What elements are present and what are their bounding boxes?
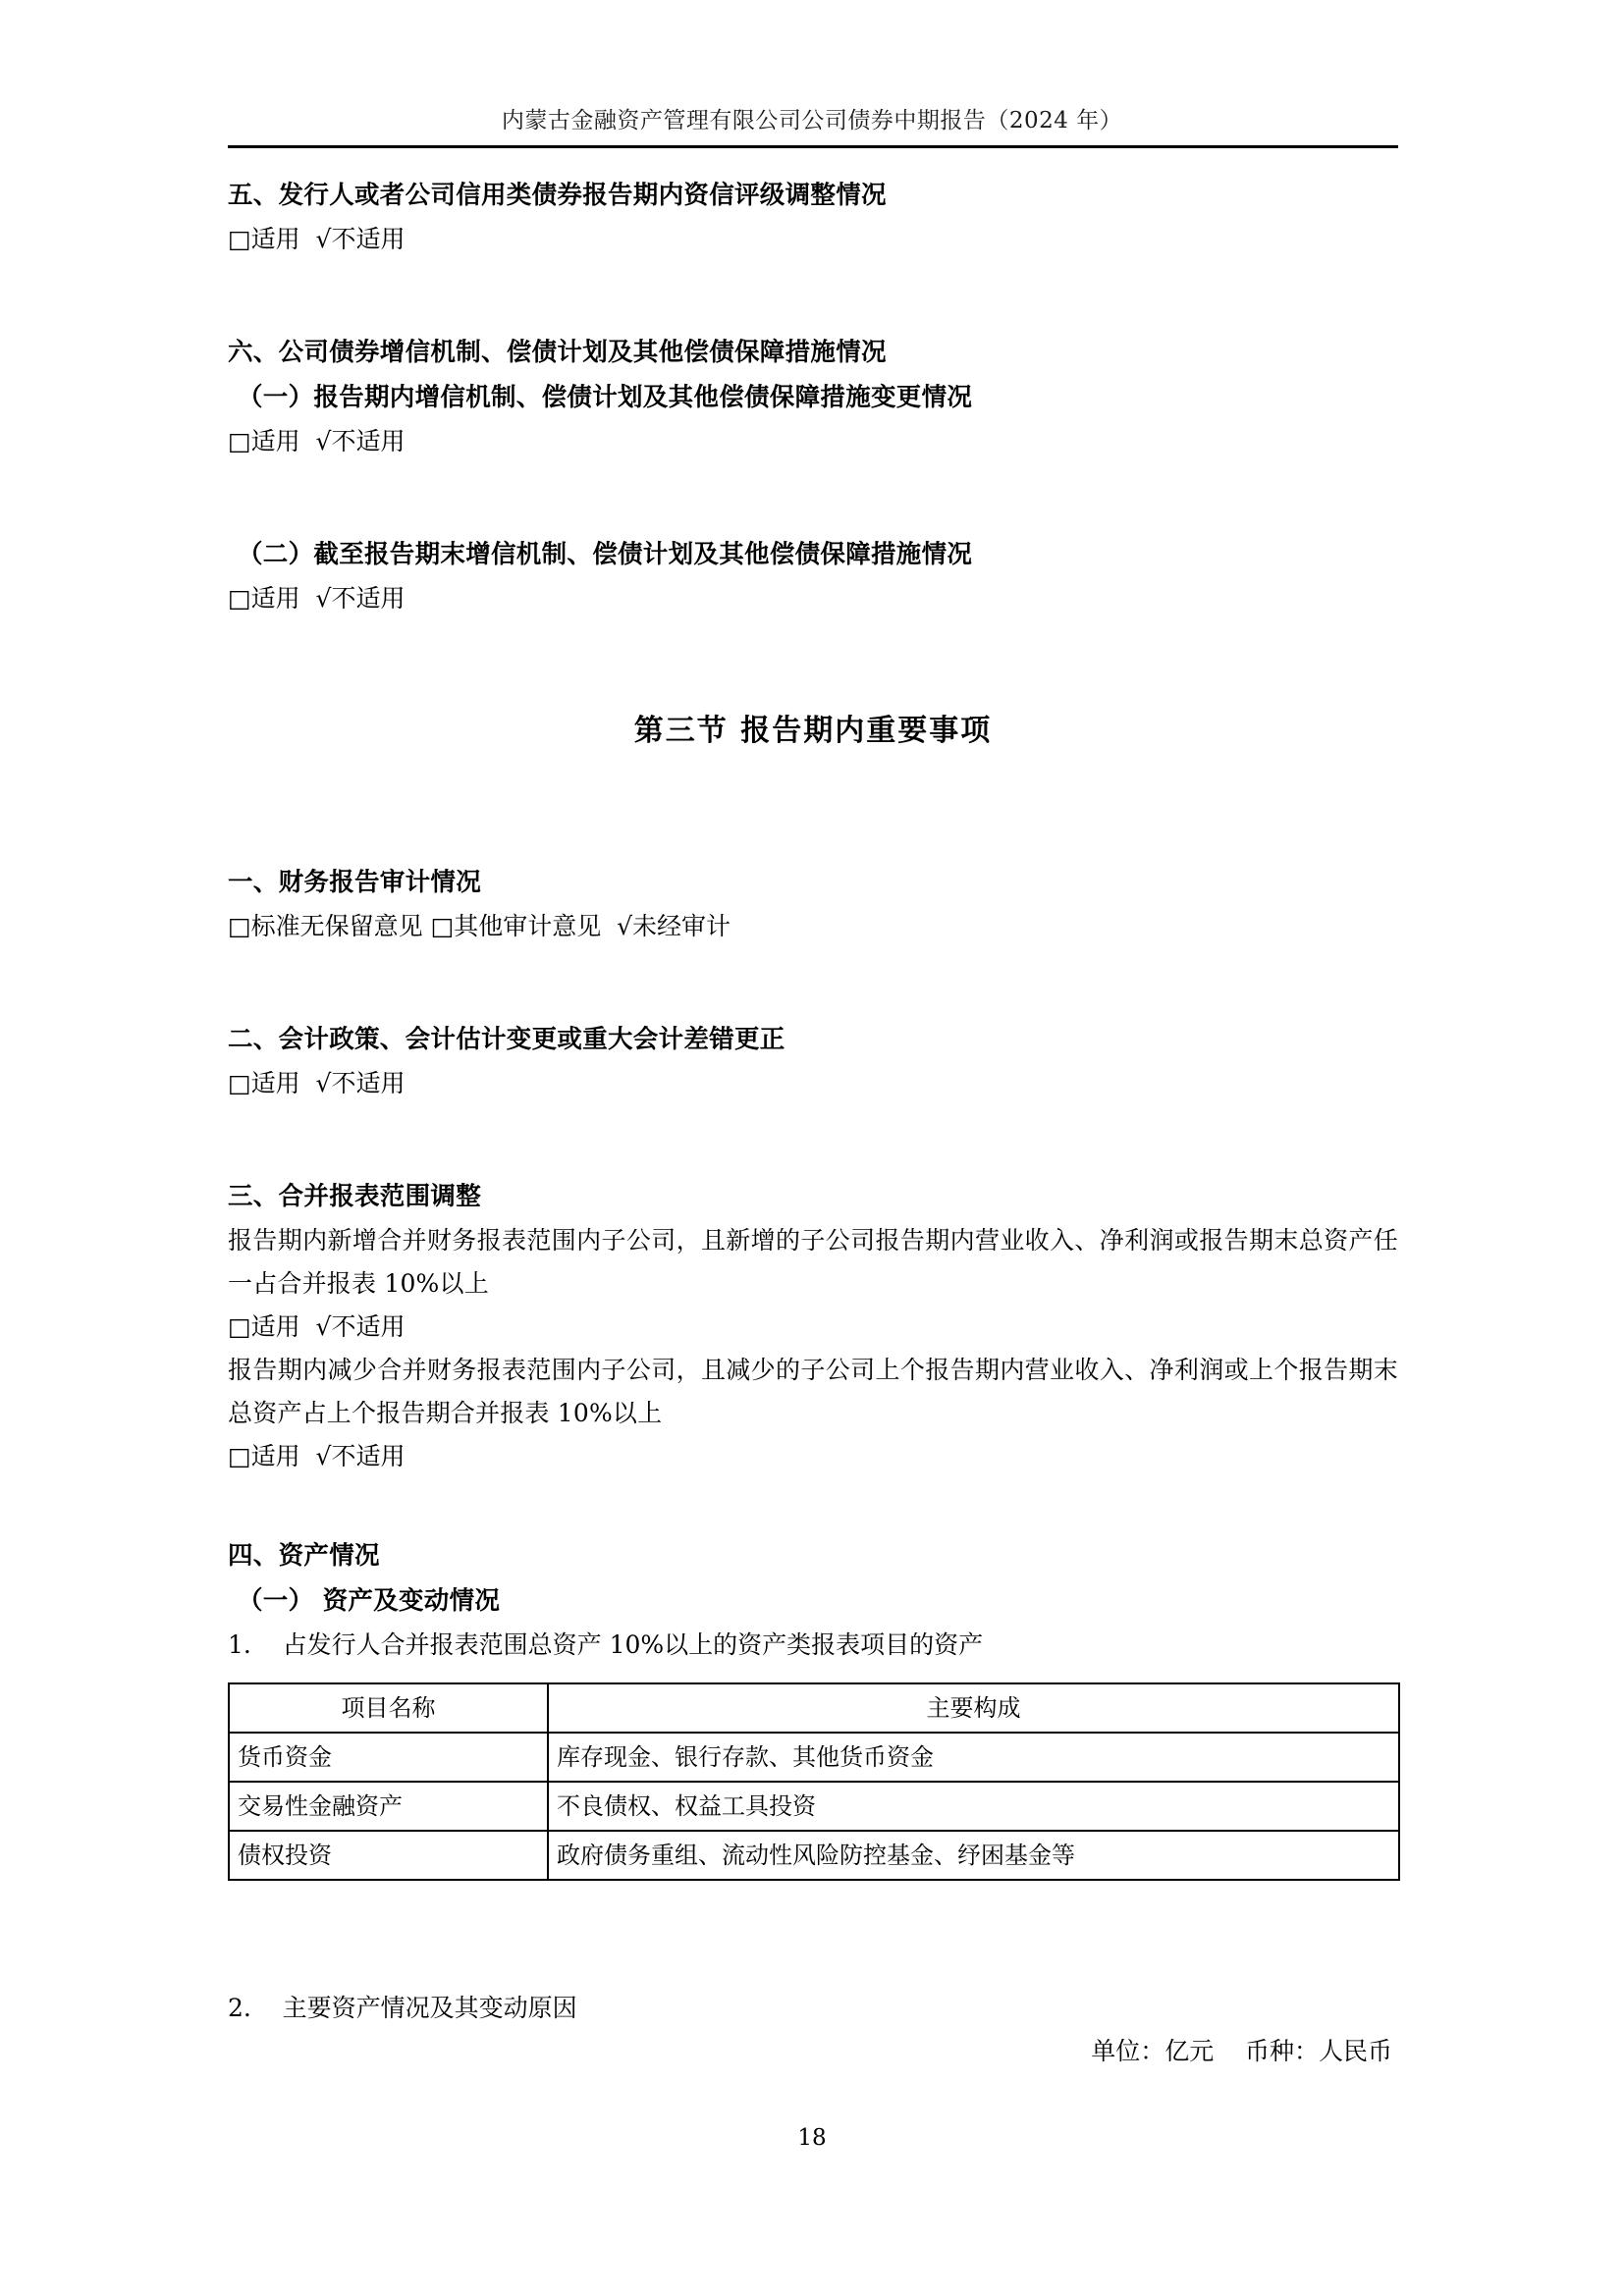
spacer: [228, 1105, 1398, 1174]
table-row: [229, 1831, 1399, 1880]
column-header-main-composition: 主要构成: [548, 1683, 1399, 1733]
table-header-row: [229, 1683, 1399, 1733]
spacer: [228, 620, 1398, 709]
heading-section-six-two: （二）截至报告期末增信机制、偿债计划及其他偿债保障措施情况: [238, 540, 973, 569]
cell-main-composition: 不良债权、权益工具投资: [548, 1782, 1399, 1831]
header-title: 内蒙古金融资产管理有限公司公司债券中期报告（2024 年）: [501, 108, 1123, 133]
list-item-assets-over-ten-percent: 1. 占发行人合并报表范围总资产 10%以上的资产类报表项目的资产: [228, 1630, 984, 1659]
cell-item-name: 交易性金融资产: [229, 1782, 548, 1831]
table-row: [229, 1782, 1399, 1831]
spacer: [228, 261, 1398, 330]
part-three-title: 第三节 报告期内重要事项: [633, 714, 993, 748]
options-item-two: □适用 √不适用: [228, 1069, 406, 1097]
cell-item-name: 货币资金: [229, 1733, 548, 1782]
heading-section-five: 五、发行人或者公司信用类债券报告期内资信评级调整情况: [228, 181, 887, 210]
page-footer: [0, 2125, 1624, 2151]
cell-main-composition: 库存现金、银行存款、其他货币资金: [548, 1733, 1399, 1782]
options-consolidation-added: □适用 √不适用: [228, 1312, 406, 1341]
heading-item-four: 四、资产情况: [228, 1541, 380, 1571]
cell-main-composition: 政府债务重组、流动性风险防控基金、纾困基金等: [548, 1831, 1399, 1880]
heading-item-three: 三、合并报表范围调整: [228, 1182, 482, 1211]
header-divider: [228, 145, 1398, 148]
column-header-item-name: 项目名称: [229, 1683, 548, 1733]
options-section-six-one: □适用 √不适用: [228, 427, 406, 455]
spacer: [228, 948, 1398, 1017]
options-consolidation-reduced: □适用 √不适用: [228, 1442, 406, 1470]
heading-item-four-one: （一） 资产及变动情况: [238, 1586, 501, 1616]
asset-composition-table: [228, 1682, 1400, 1881]
heading-section-six: 六、公司债券增信机制、偿债计划及其他偿债保障措施情况: [228, 338, 887, 367]
spacer: [228, 463, 1398, 532]
options-section-five: □适用 √不适用: [228, 225, 406, 253]
heading-item-one: 一、财务报告审计情况: [228, 868, 482, 897]
spacer: [228, 1667, 1398, 1682]
table-row: [229, 1733, 1399, 1782]
cell-item-name: 债权投资: [229, 1831, 548, 1880]
unit-currency-note: 单位：亿元 币种：人民币: [1091, 2037, 1392, 2065]
spacer: [228, 1478, 1398, 1533]
page-number: 18: [797, 2125, 827, 2151]
spacer: [228, 754, 1398, 860]
document-body: [228, 173, 1398, 2073]
spacer: [228, 1881, 1398, 1987]
list-item-major-assets: 2. 主要资产情况及其变动原因: [228, 1994, 577, 2022]
options-item-one: □标准无保留意见 □其他审计意见 √未经审计: [228, 912, 731, 940]
heading-section-six-one: （一）报告期内增信机制、偿债计划及其他偿债保障措施变更情况: [238, 383, 973, 412]
heading-item-two: 二、会计政策、会计估计变更或重大会计差错更正: [228, 1025, 785, 1054]
options-section-six-two: □适用 √不适用: [228, 584, 406, 613]
page-header: [0, 106, 1624, 151]
paragraph-consolidation-reduced: 报告期内减少合并财务报表范围内子公司，且减少的子公司上个报告期内营业收入、净利润或上个报告期末总资产占上个报告期合并报表 10%以上: [228, 1356, 1398, 1427]
paragraph-consolidation-added: 报告期内新增合并财务报表范围内子公司，且新增的子公司报告期内营业收入、净利润或报告期末总资产任一占合并报表 10%以上: [228, 1226, 1398, 1298]
